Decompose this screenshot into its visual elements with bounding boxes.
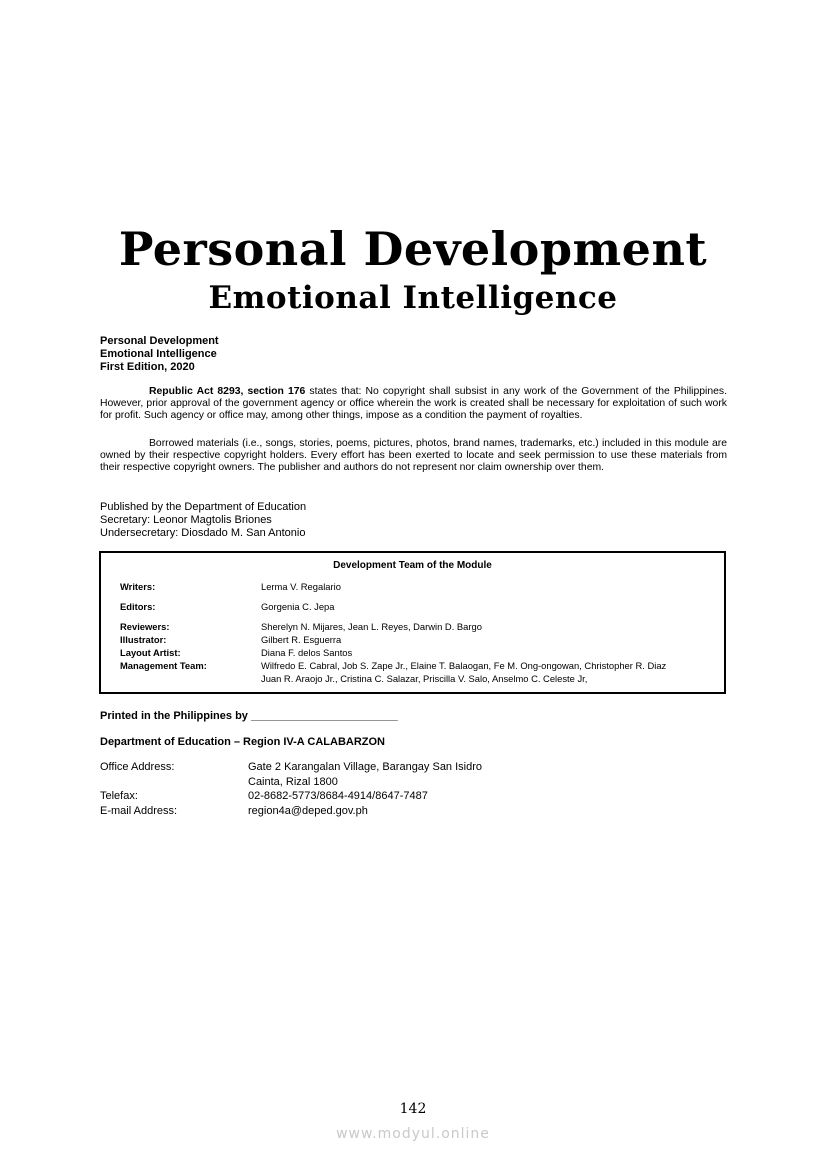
watermark-text: www.modyul.online	[336, 1126, 490, 1142]
team-names: Lerma V. Regalario	[261, 581, 341, 592]
team-role: Illustrator:	[120, 634, 167, 645]
team-role: Writers:	[120, 581, 156, 592]
team-names: Gorgenia C. Jepa	[261, 601, 335, 612]
law-citation: Republic Act 8293, section 176	[149, 386, 306, 397]
team-row	[120, 580, 721, 593]
development-team-box	[99, 551, 726, 694]
secretary-line: Secretary: Leonor Magtolis Briones	[100, 514, 272, 526]
office-address-row	[100, 760, 482, 775]
meta-line: First Edition, 2020	[100, 361, 195, 373]
meta-line: Emotional Intelligence	[100, 348, 217, 360]
team-row	[120, 633, 721, 646]
team-role: Management Team:	[120, 660, 207, 671]
email-label: E-mail Address:	[100, 805, 178, 817]
team-names: Diana F. delos Santos	[261, 647, 353, 658]
telefax-row	[100, 789, 428, 804]
publisher-line: Published by the Department of Education	[100, 501, 307, 513]
meta-block	[100, 335, 219, 374]
page-subtitle: Emotional Intelligence	[208, 280, 618, 316]
office-address-value: Cainta, Rizal 1800	[248, 776, 338, 788]
team-title: Development Team of the Module	[333, 560, 492, 571]
page-title: Personal Development	[118, 222, 708, 276]
team-row	[120, 659, 721, 672]
team-names: Wilfredo E. Cabral, Job S. Zape Jr., Elaine T. Balaogan, Fe M. Ong-ongowan, Christopher R. Diaz	[261, 660, 667, 671]
publisher-block	[100, 501, 306, 540]
team-row	[120, 600, 721, 613]
team-row	[120, 646, 721, 659]
borrowed-materials-paragraph: Borrowed materials (i.e., songs, stories, poems, pictures, photos, brand names, trademarks, etc.) included in this module are owned by their respective copyright holders. Every effort has been exerted to locate and seek permission to use these materials from their respective copyright owners. The publisher and authors do not represent nor claim ownership over them.	[100, 438, 727, 473]
email-row	[100, 804, 368, 819]
team-role: Editors:	[120, 601, 156, 612]
region-heading: Department of Education – Region IV-A CALABARZON	[100, 736, 385, 748]
copyright-paragraph	[100, 386, 727, 422]
team-role: Layout Artist:	[120, 647, 181, 658]
meta-line: Personal Development	[100, 335, 219, 347]
page-number: 142	[399, 1101, 427, 1117]
team-role	[120, 672, 261, 685]
team-names: Juan R. Araojo Jr., Cristina C. Salazar, Priscilla V. Salo, Anselmo C. Celeste Jr,	[261, 673, 588, 684]
copyright-text: states that: No copyright shall subsist in any work of the Government of the Philippines. However, prior approval of the government agency or office wherein the work is created shall be necessary for exploitation of such work for profit. Such agency or office may, among other things, impose as a condition the payment of royalties.	[100, 386, 727, 421]
printed-by-line: Printed in the Philippines by ________________________	[100, 710, 398, 722]
team-names: Gilbert R. Esguerra	[261, 634, 342, 645]
office-address-row	[100, 775, 338, 790]
team-names: Sherelyn N. Mijares, Jean L. Reyes, Darwin D. Bargo	[261, 621, 482, 632]
email-value: region4a@deped.gov.ph	[248, 805, 368, 817]
team-row	[120, 672, 721, 685]
telefax-label: Telefax:	[100, 790, 138, 802]
team-role: Reviewers:	[120, 621, 170, 632]
telefax-value: 02-8682-5773/8684-4914/8647-7487	[248, 790, 428, 802]
office-address-value: Gate 2 Karangalan Village, Barangay San Isidro	[248, 761, 483, 773]
team-row	[120, 620, 721, 633]
undersecretary-line: Undersecretary: Diosdado M. San Antonio	[100, 527, 306, 539]
office-address-label: Office Address:	[100, 761, 175, 773]
